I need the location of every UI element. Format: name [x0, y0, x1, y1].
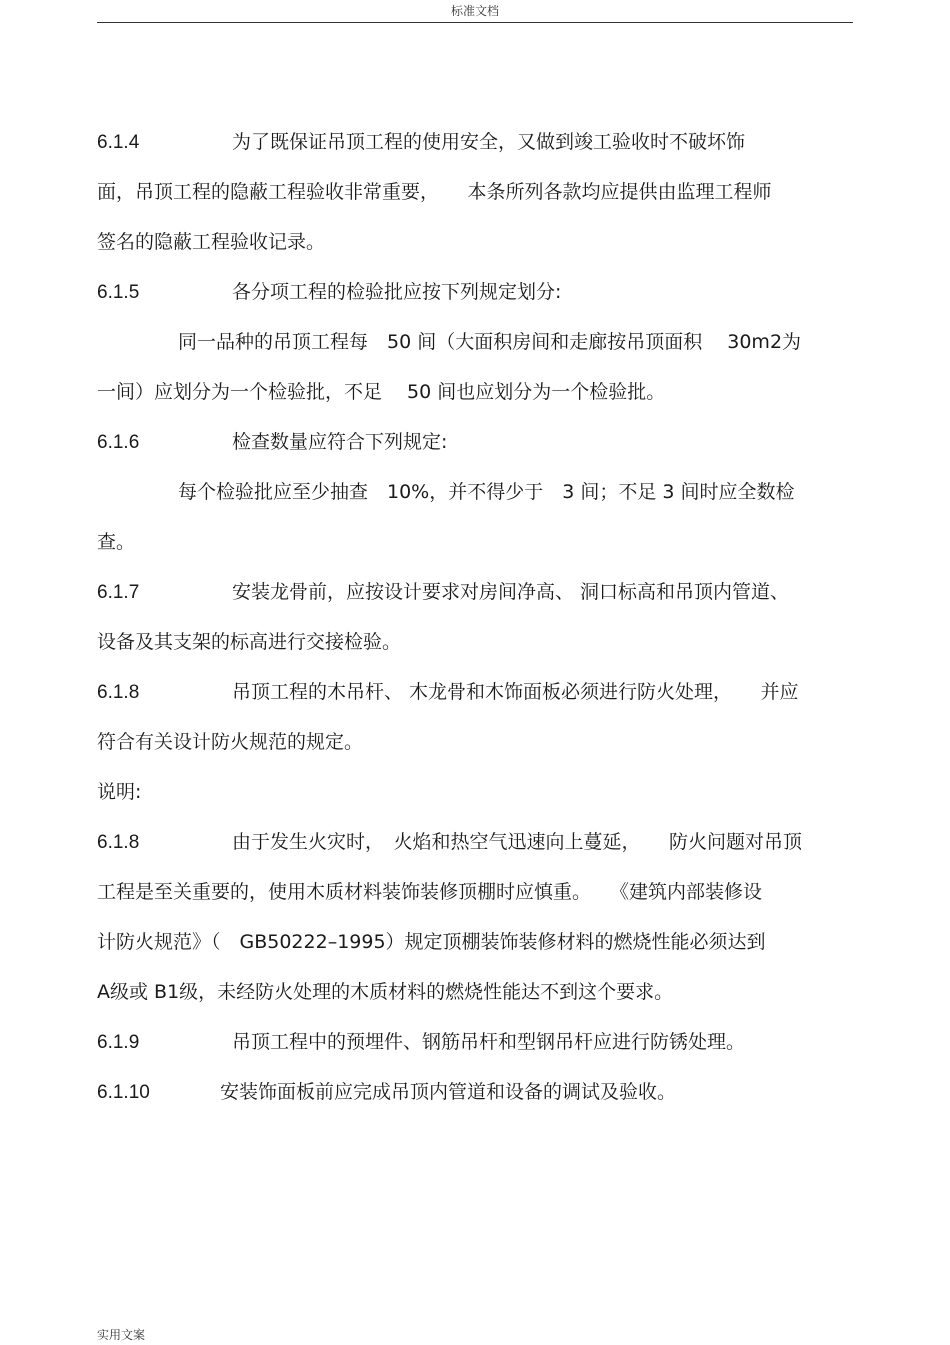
- clause-number: 6.1.6: [97, 432, 140, 453]
- clause-6-1-4-line-3: [97, 230, 857, 254]
- explanation-6-1-8-line-3: [97, 930, 857, 954]
- explanation-heading: [97, 780, 857, 804]
- body-text: 符合有关设计防火规范的规定。: [97, 731, 364, 753]
- body-text: 查。: [97, 531, 136, 553]
- body-text: 每个检验批应至少抽查 10%，并不得少于 3 间；不足 3 间时应全数检: [178, 481, 795, 503]
- body-text: 说明:: [97, 781, 142, 803]
- page-header: [0, 0, 950, 24]
- clause-6-1-7-line-1: [97, 580, 857, 604]
- clause-text: 安装龙骨前，应按设计要求对房间净高、 洞口标高和吊顶内管道、: [232, 581, 790, 603]
- clause-text: 吊顶工程中的预埋件、钢筋吊杆和型钢吊杆应进行防锈处理。: [232, 1031, 746, 1053]
- clause-6-1-5-line-1: [97, 280, 857, 304]
- clause-6-1-8-line-1: [97, 680, 857, 704]
- clause-6-1-6-line-2: [178, 480, 938, 504]
- clause-number: 6.1.8: [97, 682, 140, 703]
- clause-6-1-5-line-2: [178, 330, 938, 354]
- body-text: 计防火规范》（ GB50222–1995）规定顶棚装饰装修材料的燃烧性能必须达到: [97, 931, 766, 953]
- body-text: A级或 B1级，未经防火处理的木质材料的燃烧性能达不到这个要求。: [97, 981, 674, 1003]
- clause-6-1-4-line-1: [97, 130, 857, 154]
- body-text: 设备及其支架的标高进行交接检验。: [97, 631, 402, 653]
- clause-text: 吊顶工程的木吊杆、 木龙骨和木饰面板必须进行防火处理， 并应: [232, 681, 799, 703]
- clause-6-1-10-line-1: [97, 1080, 857, 1104]
- explanation-6-1-8-line-2: [97, 880, 857, 904]
- clause-number: 6.1.8: [97, 832, 140, 853]
- clause-number: 6.1.10: [97, 1082, 150, 1103]
- clause-text: 检查数量应符合下列规定:: [232, 431, 448, 453]
- header-rule: [97, 22, 853, 23]
- page-footer: 实用文案: [97, 1328, 146, 1342]
- clause-6-1-5-line-3: [97, 380, 857, 404]
- clause-number: 6.1.4: [97, 132, 140, 153]
- clause-text: 由于发生火灾时， 火焰和热空气迅速向上蔓延， 防火问题对吊顶: [232, 831, 803, 853]
- clause-6-1-8-line-2: [97, 730, 857, 754]
- body-text: 签名的隐蔽工程验收记录。: [97, 231, 326, 253]
- clause-6-1-6-line-3: [97, 530, 857, 554]
- body-text: 同一品种的吊顶工程每 50 间（大面积房间和走廊按吊顶面积 30m2为: [178, 331, 802, 353]
- explanation-6-1-8-line-1: [97, 830, 857, 854]
- clause-number: 6.1.9: [97, 1032, 140, 1053]
- clause-6-1-7-line-2: [97, 630, 857, 654]
- clause-text: 为了既保证吊顶工程的使用安全，又做到竣工验收时不破坏饰: [232, 131, 746, 153]
- clause-6-1-6-line-1: [97, 430, 857, 454]
- clause-number: 6.1.5: [97, 282, 140, 303]
- clause-6-1-4-line-2: [97, 180, 857, 204]
- body-text: 面，吊顶工程的隐蔽工程验收非常重要， 本条所列各款均应提供由监理工程师: [97, 181, 772, 203]
- body-text: 工程是至关重要的，使用木质材料装饰装修顶棚时应慎重。 《建筑内部装修设: [97, 881, 763, 903]
- body-text: 一间）应划分为一个检验批，不足 50 间也应划分为一个检验批。: [97, 381, 666, 403]
- clause-number: 6.1.7: [97, 582, 140, 603]
- clause-text: 各分项工程的检验批应按下列规定划分:: [232, 281, 562, 303]
- header-title: 标准文档: [450, 4, 499, 18]
- clause-text: 安装饰面板前应完成吊顶内管道和设备的调试及验收。: [220, 1081, 677, 1103]
- explanation-6-1-8-line-4: [97, 980, 857, 1004]
- clause-6-1-9-line-1: [97, 1030, 857, 1054]
